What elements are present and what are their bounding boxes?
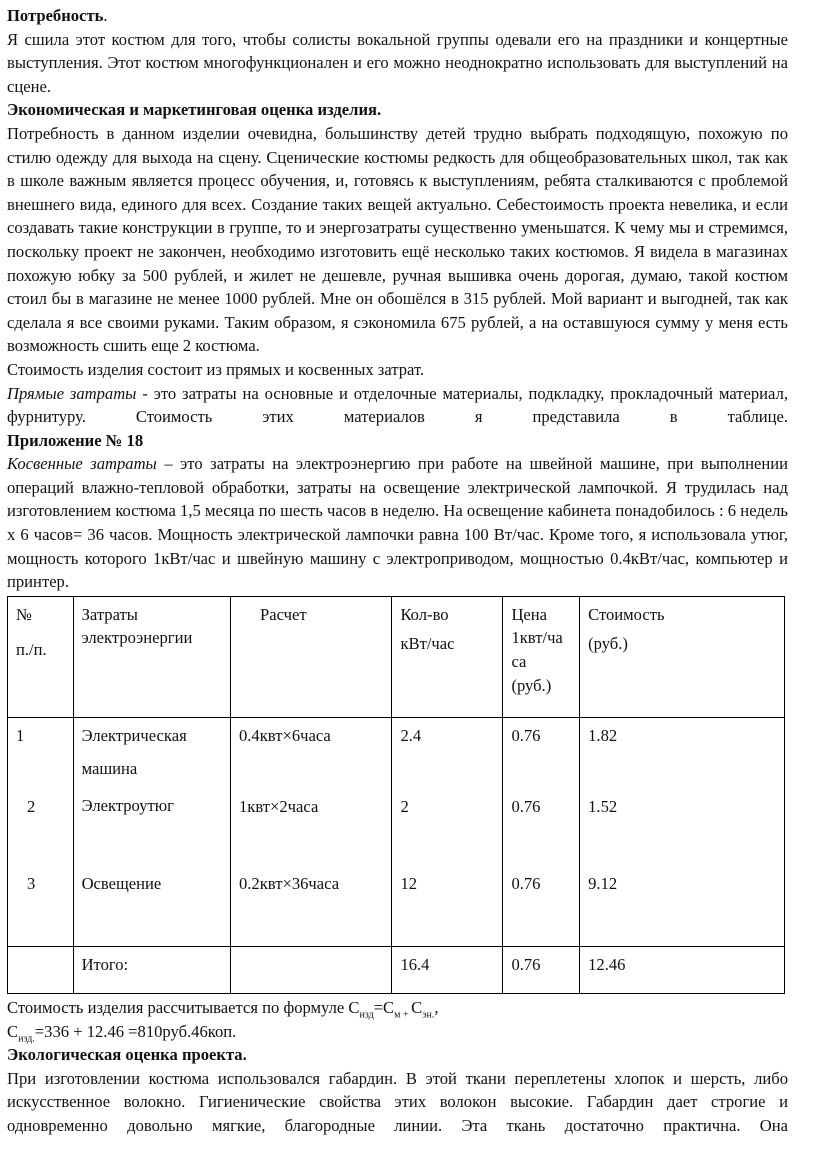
table-header-row xyxy=(8,596,785,717)
header-cost: Затраты электроэнергии xyxy=(73,596,230,717)
need-heading: Потребность xyxy=(7,6,104,25)
electricity-costs-table xyxy=(7,596,785,994)
header-qty-label: Кол-во xyxy=(400,604,449,624)
row2-num: 2 xyxy=(27,796,36,816)
row1-num: 1 xyxy=(16,726,25,746)
summary-price: 0.76 xyxy=(503,947,580,994)
header-qty-unit: кВт/час xyxy=(400,634,455,654)
header-num xyxy=(8,596,74,717)
header-qty xyxy=(392,596,503,717)
header-price-label: Цена xyxy=(511,604,548,624)
row2-name: Электроутюг xyxy=(81,796,174,816)
formula-c: С xyxy=(411,998,423,1017)
header-price-currency: (руб.) xyxy=(511,675,552,695)
row3-calc: 0.2квт×36часа xyxy=(238,874,340,894)
body-calc-cell xyxy=(230,718,391,947)
summary-qty: 16.4 xyxy=(392,947,503,994)
table-summary-row xyxy=(8,947,785,994)
header-calc-label: Расчет xyxy=(259,604,307,624)
header-total-label: Стоимость xyxy=(588,604,665,624)
header-num-symbol: № xyxy=(16,604,32,624)
indirect-costs-term: Косвенные затраты xyxy=(7,454,157,474)
header-calc xyxy=(230,596,391,717)
row2-qty: 2 xyxy=(400,796,409,816)
appendix-reference: Приложение № 18 xyxy=(7,430,144,450)
row1-name: Электрическая xyxy=(81,726,187,746)
body-price-cell xyxy=(503,718,580,947)
header-price xyxy=(503,596,580,717)
row2-calc: 1квт×2часа xyxy=(238,796,319,816)
row3-name: Освещение xyxy=(81,874,162,893)
ecology-heading: Экологическая оценка проекта. xyxy=(7,1045,247,1065)
summary-calc xyxy=(230,947,391,994)
formula-eq: =С xyxy=(373,998,395,1017)
formula-comma: , xyxy=(434,998,439,1017)
formula-sub-m: м + xyxy=(394,1009,412,1021)
result-sub-izd: изд. xyxy=(18,1032,35,1044)
summary-total: 12.46 xyxy=(580,947,785,994)
header-total-currency: (руб.) xyxy=(588,634,628,654)
result-value: =336 + 12.46 =810руб.46коп. xyxy=(34,1021,237,1041)
header-price-unit-2: са xyxy=(511,652,527,672)
formula-sub-izd: изд xyxy=(359,1009,374,1021)
cost-structure-paragraph: Стоимость изделия состоит из прямых и косвенных затрат. xyxy=(7,359,425,379)
need-heading-line xyxy=(7,4,788,28)
row1-total: 1.82 xyxy=(588,726,618,746)
table-body-row xyxy=(8,718,785,947)
row1-name-cont: машина xyxy=(81,758,138,778)
formula-line xyxy=(7,996,788,1020)
row3-qty: 12 xyxy=(400,874,418,894)
row3-total: 9.12 xyxy=(588,874,618,894)
formula-sub-en: эн. xyxy=(422,1009,435,1021)
row3-price: 0.76 xyxy=(511,874,541,894)
row1-calc: 0.4квт×6часа xyxy=(238,726,331,746)
summary-num xyxy=(8,947,74,994)
row1-qty: 2.4 xyxy=(400,726,422,746)
header-total xyxy=(580,596,785,717)
direct-costs-text: - это затраты на основные и отделочные материалы, подкладку, прокладочный материал, фурнитуру. Стоимость этих материалов я представила в таблице. xyxy=(7,383,788,427)
economic-heading: Экономическая и маркетинговая оценка изделия. xyxy=(7,100,382,120)
summary-label: Итого: xyxy=(73,947,230,994)
body-qty-cell xyxy=(392,718,503,947)
indirect-costs-paragraph xyxy=(7,452,788,594)
need-heading-dot: . xyxy=(103,6,108,25)
row2-price: 0.76 xyxy=(511,796,541,816)
row2-total: 1.52 xyxy=(588,796,618,816)
formula-result xyxy=(7,1020,788,1044)
row3-num: 3 xyxy=(27,874,36,894)
header-num-label: п./п. xyxy=(16,640,47,660)
body-name-cell xyxy=(73,718,230,947)
ecology-paragraph: При изготовлении костюма использовался габардин. В этой ткани переплетены хлопок и шерсть, либо искусственное волокно. Гигиенические свойства этих волокон высокие. Габардин дает строгие и одновременно довольно мягкие, благородные линии. Эта ткань достаточно практична. Она xyxy=(7,1068,788,1135)
direct-costs-paragraph xyxy=(7,382,788,429)
result-c: С xyxy=(7,1021,19,1041)
need-paragraph: Я сшила этот костюм для того, чтобы солисты вокальной группы одевали его на праздники и концертные выступления. Этот костюм многофункционален и его можно неоднократно использовать для выступлений на сцене. xyxy=(7,29,788,96)
formula-text: Стоимость изделия рассчитывается по формуле С xyxy=(7,998,360,1017)
body-num-cell xyxy=(8,718,74,947)
body-total-cell xyxy=(580,718,785,947)
direct-costs-term: Прямые затраты xyxy=(7,383,137,403)
header-price-unit-1: 1квт/ча xyxy=(511,628,563,648)
row1-price: 0.76 xyxy=(511,726,541,746)
indirect-costs-text: – это затраты на электроэнергию при работе на швейной машине, при выполнении операций влажно-тепловой обработки, затраты на освещение электрической лампочкой. Я трудилась над изготовлением костюма 1,5 месяца по шесть часов в неделю. На освещение кабинета понадобилось : 6 недель х 6 часов= 36 часов. Мощность электрической лампочки равна 100 Вт/час. Кроме того, я использовала утюг, мощность которого 1кВт/час и швейную машину с электроприводом, мощностью 0.4кВт/час, компьютер и принтер. xyxy=(7,454,788,592)
economic-paragraph: Потребность в данном изделии очевидна, большинству детей трудно выбрать подходящую, похожую по стилю одежду для выхода на сцену. Сценические костюмы редкость для общеобразовательных школ, так как в школе важным является процесс обучения, и, готовясь к выступлениям, ребята сталкиваются с проблемой внешнего вида, единого для всех. Создание таких вещей актуально. Себестоимость проекта невелика, и если создавать такие конструкции в группе, то и энергозатраты существенно уменьшатся. К чему мы и стремимся, поскольку проект не закончен, необходимо изготовить ещё несколько таких костюмов. Я видела в магазинах похожую юбку за 500 рублей, и жилет не дешевле, ручная вышивка очень дорогая, думаю, такой костюм стоил бы в магазине не менее 1000 рублей. Мне он обошёлся в 315 рублей. Мой вариант и выгодней, так как сделала я все своими руками. Таким образом, я сэкономила 675 рублей, а на оставшуюся сумму у меня есть возможность сшить еще 2 костюма. xyxy=(7,123,788,356)
